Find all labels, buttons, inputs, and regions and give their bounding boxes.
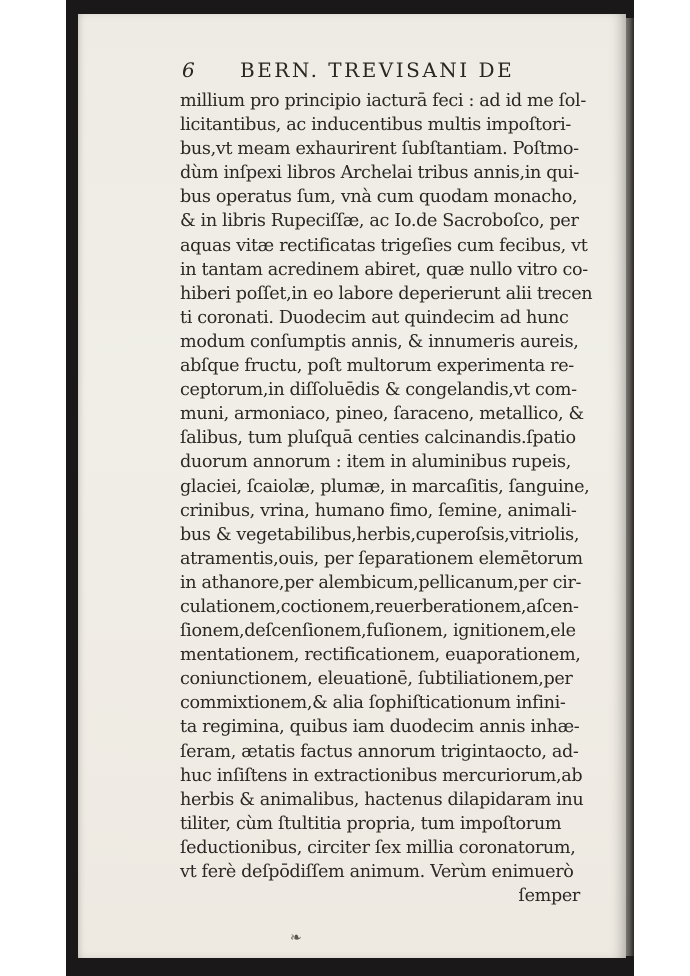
text-line: ſeram, ætatis factus annorum trigintaocto, ad- (180, 741, 579, 762)
text-line: ti coronati. Duodecim aut quindecim ad hunc (180, 307, 569, 328)
text-line: vt ferè deſpōdiſſem animum. Verùm enimuerò (180, 862, 574, 882)
text-line: atramentis,ouis, per ſeparationem elemētorum (180, 548, 583, 569)
text-line: modum conſumptis annis, & innumeris aureis, (180, 331, 579, 352)
text-line: huc inſiſtens in extractionibus mercuriorum,ab (180, 765, 583, 786)
text-line: bus,vt meam exhaurirent ſubſtantiam. Poſtmo- (180, 139, 579, 160)
text-line: in athanore,per alembicum,pellicanum,per cir- (180, 572, 582, 593)
text-line: glaciei, ſcaiolæ, plumæ, in marcaſitis, ſanguine, (180, 476, 590, 497)
text-line: ta regimina, quibus iam duodecim annis inhæ- (180, 717, 580, 738)
page-header (182, 58, 602, 86)
text-line: duorum annorum : item in aluminibus rupeis, (180, 452, 571, 473)
text-line: ſalibus, tum pluſquā centies calcinandis.ſpatio (180, 428, 576, 449)
text-line: dùm inſpexi libros Archelai tribus annis,in qui- (180, 163, 579, 184)
text-line: muni, armoniaco, pineo, ſaraceno, metallico, & (180, 404, 584, 425)
text-line: ſionem,deſcenſionem,fuſionem, ignitionem,ele (180, 621, 576, 642)
text-line: tiliter, cùm ſtultitia propria, tum impoſtorum (180, 813, 562, 834)
body-text (180, 89, 600, 908)
text-line: aquas vitæ rectificatas trigeſies cum fecibus, vt (180, 235, 588, 256)
running-title: BERN. TREVISANI DE (240, 58, 515, 82)
text-line: millium pro principio iacturā feci : ad id me ſol- (180, 91, 586, 111)
text-line: crinibus, vrina, humano fimo, ſemine, animali- (180, 500, 577, 521)
text-line: herbis & animalibus, hactenus dilapidaram inu (180, 789, 584, 810)
signature-ornament: ❧ (290, 930, 302, 946)
text-line: ſeductionibus, circiter ſex millia coronatorum, (180, 837, 576, 858)
page-number: 6 (182, 58, 196, 82)
text-line: in tantam acredinem abiret, quæ nullo vitro co- (180, 259, 588, 280)
text-line: coniunctionem, eleuationē, ſubtiliationem,per (180, 669, 573, 690)
text-line: bus & vegetabilibus,herbis,cuperoſsis,vitriolis, (180, 524, 580, 545)
text-line: & in libris Rupeciſſæ, ac Io.de Sacroboſco, per (180, 211, 579, 232)
text-line: commixtionem,& alia ſophiſticationum infini- (180, 693, 566, 714)
text-line: abſque fructu, poſt multorum experimenta re- (180, 356, 574, 377)
text-line: hiberi poſſet,in eo labore deperierunt alii trecen (180, 283, 593, 304)
text-line: ceptorum,in diſſoluēdis & congelandis,vt com- (180, 380, 577, 401)
catchword: ſemper (518, 886, 580, 907)
text-line: culationem,coctionem,reuerberationem,aſcen- (180, 596, 579, 617)
text-line: licitantibus, ac inducentibus multis impoſtori- (180, 115, 571, 136)
text-line: bus operatus ſum, vnà cum quodam monacho, (180, 187, 578, 208)
text-line: mentationem, rectificationem, euaporationem, (180, 645, 581, 666)
